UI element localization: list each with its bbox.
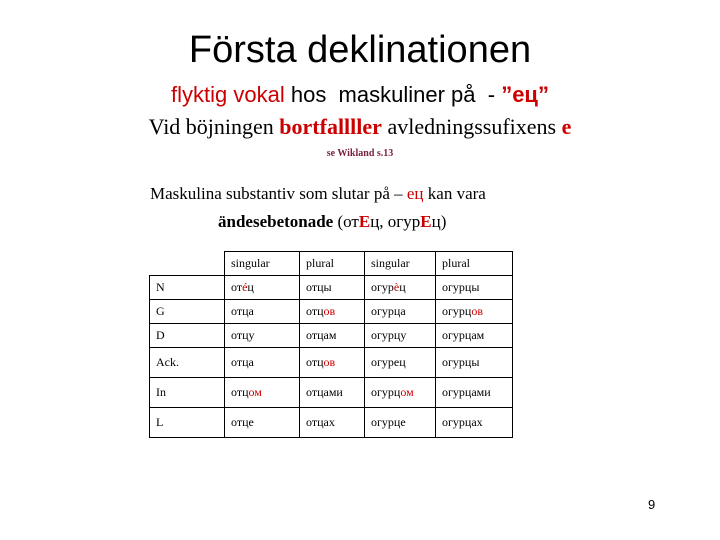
case-label: In xyxy=(150,378,225,408)
table-cell xyxy=(300,348,365,378)
ending-highlight: ом xyxy=(400,385,414,399)
stem-text: отцы xyxy=(306,280,332,294)
header-cell: singular xyxy=(225,252,300,276)
stem-text: огурц xyxy=(371,385,401,399)
intro-suffix: ец xyxy=(406,184,424,203)
table-row xyxy=(150,276,513,300)
header-cell: singular xyxy=(365,252,436,276)
table-row xyxy=(150,378,513,408)
case-label: Ack. xyxy=(150,348,225,378)
table-cell xyxy=(436,378,513,408)
table-cell xyxy=(365,276,436,300)
stem-text: отца xyxy=(231,355,254,369)
declension-table xyxy=(149,251,513,438)
stem-text: отцах xyxy=(306,415,335,429)
table-cell xyxy=(436,408,513,438)
reference-note: se Wikland s.13 xyxy=(326,148,394,159)
table-cell xyxy=(300,408,365,438)
case-label: G xyxy=(150,300,225,324)
table-cell xyxy=(300,324,365,348)
rule-letter: e xyxy=(561,114,572,139)
intro-stress: Е xyxy=(420,212,432,231)
stem-text: огурцу xyxy=(371,328,407,342)
ending-highlight: ов xyxy=(323,355,336,369)
intro-text: Maskulina substantiv som slutar på – xyxy=(150,184,407,203)
ending-highlight: ов xyxy=(471,304,484,318)
header-blank xyxy=(150,252,225,276)
rule-post: avledningssufixens xyxy=(381,114,562,139)
table-cell xyxy=(300,276,365,300)
stem-text: ц xyxy=(399,280,406,294)
table-cell xyxy=(365,408,436,438)
stem-text: огурцами xyxy=(442,385,491,399)
table-cell xyxy=(365,348,436,378)
table-row xyxy=(150,408,513,438)
table-cell xyxy=(225,300,300,324)
table-cell xyxy=(436,348,513,378)
stem-text: огурца xyxy=(371,304,406,318)
intro-text-end: kan vara xyxy=(423,184,486,203)
ending-highlight: é xyxy=(242,280,248,294)
intro-line-2 xyxy=(218,212,446,232)
stem-text: отц xyxy=(306,304,324,318)
table-cell xyxy=(365,324,436,348)
stem-text: огурцы xyxy=(442,280,480,294)
table-cell xyxy=(225,276,300,300)
intro-example: ц, огур xyxy=(370,212,421,231)
table-cell xyxy=(300,378,365,408)
page-number: 9 xyxy=(648,497,656,512)
table-cell xyxy=(365,378,436,408)
table-cell xyxy=(436,324,513,348)
table-cell xyxy=(225,378,300,408)
stem-text: отц xyxy=(231,385,249,399)
intro-example: (от xyxy=(333,212,359,231)
intro-line-1 xyxy=(150,184,486,204)
table-cell xyxy=(225,408,300,438)
case-label: L xyxy=(150,408,225,438)
table-row xyxy=(150,324,513,348)
intro-example: ц) xyxy=(431,212,447,231)
subtitle-text: hos maskuliner på - xyxy=(284,82,502,107)
stem-text: огурце xyxy=(371,415,406,429)
header-cell: plural xyxy=(436,252,513,276)
ending-highlight: ов xyxy=(323,304,336,318)
stem-text: огурц xyxy=(442,304,472,318)
stem-text: огур xyxy=(371,280,394,294)
table-row xyxy=(150,300,513,324)
stem-text: огурцах xyxy=(442,415,483,429)
stem-text: от xyxy=(231,280,243,294)
table-cell xyxy=(225,324,300,348)
table-cell xyxy=(300,300,365,324)
table-cell xyxy=(436,276,513,300)
rule-pre: Vid böjningen xyxy=(148,114,280,139)
table-cell xyxy=(436,300,513,324)
table-header-row xyxy=(150,252,513,276)
stem-text: отцам xyxy=(306,328,337,342)
table-row xyxy=(150,348,513,378)
stem-text: отц xyxy=(306,355,324,369)
stem-text: огурцам xyxy=(442,328,485,342)
table-cell xyxy=(225,348,300,378)
case-label: N xyxy=(150,276,225,300)
slide-subtitle xyxy=(0,82,720,108)
stem-text: огурец xyxy=(371,355,406,369)
case-label: D xyxy=(150,324,225,348)
table-cell xyxy=(365,300,436,324)
stem-text: огурцы xyxy=(442,355,480,369)
slide-title: Första deklinationen xyxy=(188,29,532,71)
ending-highlight: ом xyxy=(248,385,262,399)
stem-text: отца xyxy=(231,304,254,318)
stem-text: отцами xyxy=(306,385,343,399)
rule-bold: bortfallller xyxy=(279,114,382,139)
header-cell: plural xyxy=(300,252,365,276)
intro-term: ändesebetonade xyxy=(218,212,334,231)
stem-text: отце xyxy=(231,415,254,429)
subtitle-suffix: ”ец” xyxy=(501,82,549,107)
subtitle-highlight: flyktig vokal xyxy=(171,82,285,107)
stem-text: отцу xyxy=(231,328,255,342)
ending-highlight: è xyxy=(393,280,400,294)
rule-line xyxy=(0,114,720,140)
intro-stress: Е xyxy=(358,212,371,231)
stem-text: ц xyxy=(247,280,254,294)
